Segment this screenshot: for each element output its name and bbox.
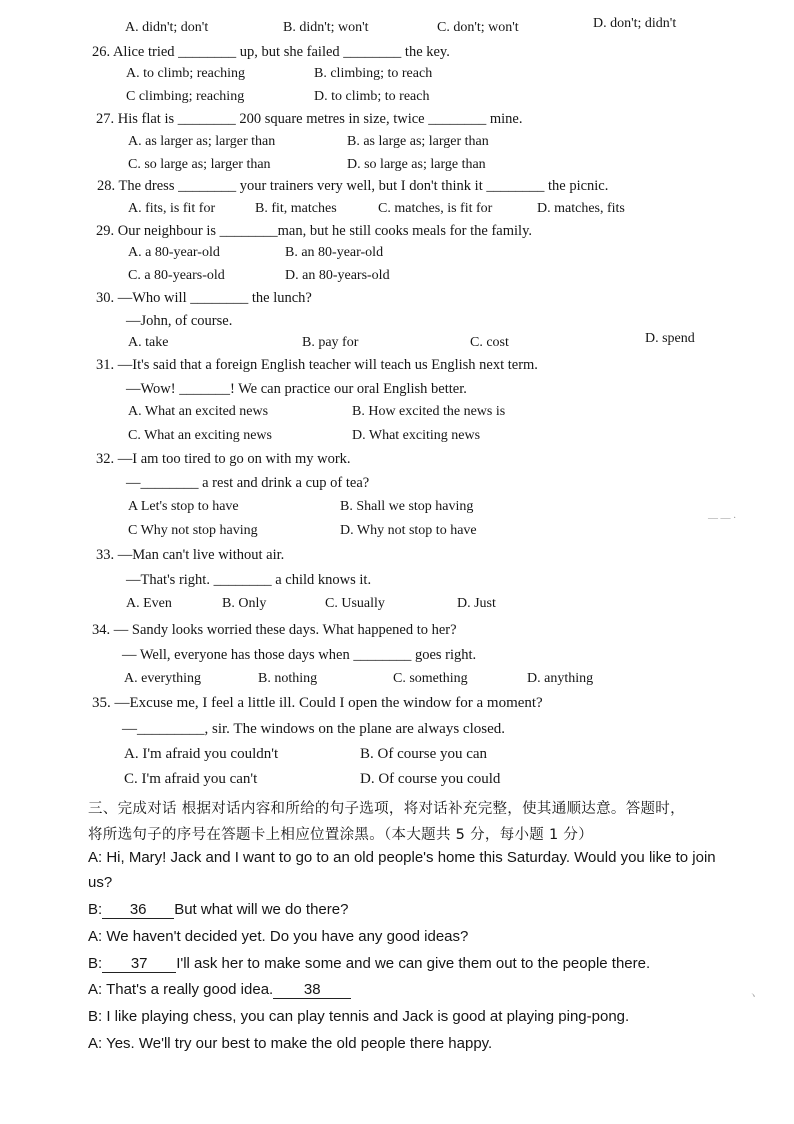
q35-option-c: C. I'm afraid you can't (124, 771, 258, 787)
q31-option-b: B. How excited the news is (352, 404, 506, 419)
q34-stem: 34. — Sandy looks worried these days. What happened to her? (92, 622, 457, 638)
q30-option-d: D. spend (645, 331, 695, 346)
q35-option-a: A. I'm afraid you couldn't (124, 746, 279, 762)
q25-option-d: D. don't; didn't (593, 16, 677, 31)
q26-option-a: A. to climb; reaching (126, 66, 245, 81)
scan-mark: ヽ (748, 991, 758, 1002)
q33-option-b: B. Only (222, 596, 267, 611)
dialog-line-3: A: We haven't decided yet. Do you have any good ideas? (88, 928, 469, 945)
dialog-line-2 (88, 901, 348, 919)
q25-option-a: A. didn't; don't (125, 20, 209, 35)
q30-stem: 30. —Who will ________ the lunch? (96, 290, 312, 306)
q31-option-a: A. What an excited news (128, 404, 269, 419)
q27-option-c: C. so large as; larger than (128, 157, 271, 172)
q29-option-d: D. an 80-years-old (285, 268, 390, 283)
q30-reply: —John, of course. (126, 313, 233, 329)
q27-stem: 27. His flat is ________ 200 square metres in size, twice ________ mine. (96, 111, 523, 127)
q31-option-d: D. What exciting news (352, 428, 481, 443)
q34-option-d: D. anything (527, 671, 594, 686)
section3-instructions-line2: 将所选句子的序号在答题卡上相应位置涂黑。（本大题共 5 分，每小题 1 分） (88, 827, 594, 843)
q29-option-a: A. a 80-year-old (128, 245, 220, 260)
q33-stem: 33. —Man can't live without air. (96, 547, 285, 563)
q35-reply: —_________, sir. The windows on the plane are always closed. (122, 721, 505, 737)
dialog-line-4 (88, 955, 650, 973)
q29-stem: 29. Our neighbour is ________man, but he still cooks meals for the family. (96, 223, 533, 239)
blank-38[interactable]: 38 (273, 981, 351, 999)
q28-option-a: A. fits, is fit for (128, 201, 216, 216)
q34-option-c: C. something (393, 671, 468, 686)
q28-option-b: B. fit, matches (255, 201, 337, 216)
dialog-line-7: A: Yes. We'll try our best to make the old people there happy. (88, 1035, 493, 1052)
dialog-speaker-b: B: (88, 955, 103, 972)
section3-instructions-line1: 三、完成对话 根据对话内容和所给的句子选项，将对话补充完整，使其通顺达意。答题时， (88, 801, 685, 817)
q26-stem: 26. Alice tried ________ up, but she failed ________ the key. (92, 44, 450, 60)
q27-option-b: B. as large as; larger than (347, 134, 489, 149)
q32-option-c: C Why not stop having (128, 523, 258, 538)
q29-option-b: B. an 80-year-old (285, 245, 384, 260)
dialog-line-5 (88, 981, 351, 999)
dialog-line-1b: us? (88, 874, 113, 891)
q33-option-d: D. Just (457, 596, 496, 611)
q30-option-a: A. take (128, 335, 169, 350)
dialog-line-5-text: A: That's a really good idea. (88, 981, 274, 998)
blank-36[interactable]: 36 (102, 901, 174, 919)
q33-option-a: A. Even (126, 596, 172, 611)
q32-option-d: D. Why not stop to have (340, 523, 477, 538)
dialog-line-2-text: But what will we do there? (174, 901, 349, 918)
q27-option-d: D. so large as; large than (347, 157, 486, 172)
q28-option-c: C. matches, is fit for (378, 201, 493, 216)
q31-stem: 31. —It's said that a foreign English teacher will teach us English next term. (96, 357, 538, 373)
q35-option-d: D. Of course you could (360, 771, 501, 787)
q26-option-b: B. climbing; to reach (314, 66, 433, 81)
q32-stem: 32. —I am too tired to go on with my work. (96, 451, 351, 467)
scan-mark: — — · (708, 513, 737, 524)
q25-option-b: B. didn't; won't (283, 20, 369, 35)
q35-stem: 35. —Excuse me, I feel a little ill. Could I open the window for a moment? (92, 695, 543, 711)
q33-option-c: C. Usually (325, 596, 385, 611)
q35-option-b: B. Of course you can (360, 746, 488, 762)
q34-reply: — Well, everyone has those days when ________ goes right. (122, 647, 477, 663)
dialog-line-4-text: I'll ask her to make some and we can give them out to the people there. (176, 955, 651, 972)
q31-option-c: C. What an exciting news (128, 428, 272, 443)
q32-option-b: B. Shall we stop having (340, 499, 474, 514)
q34-option-a: A. everything (124, 671, 201, 686)
q31-reply: —Wow! _______! We can practice our oral English better. (126, 381, 467, 397)
q30-option-c: C. cost (470, 335, 509, 350)
q30-option-b: B. pay for (302, 335, 359, 350)
q32-reply: —________ a rest and drink a cup of tea? (126, 475, 370, 491)
q34-option-b: B. nothing (258, 671, 318, 686)
q26-option-d: D. to climb; to reach (314, 89, 430, 104)
dialog-speaker-b: B: (88, 901, 103, 918)
q33-reply: —That's right. ________ a child knows it. (126, 572, 372, 588)
q27-option-a: A. as larger as; larger than (128, 134, 276, 149)
q25-option-c: C. don't; won't (437, 20, 519, 35)
dialog-line-6: B: I like playing chess, you can play tennis and Jack is good at playing ping-pong. (88, 1008, 630, 1025)
q32-option-a: A Let's stop to have (128, 499, 239, 514)
dialog-line-1: A: Hi, Mary! Jack and I want to go to an old people's home this Saturday. Would you like to join (88, 849, 716, 866)
q26-option-c: C climbing; reaching (126, 89, 245, 104)
blank-37[interactable]: 37 (102, 955, 176, 973)
q29-option-c: C. a 80-years-old (128, 268, 225, 283)
q28-option-d: D. matches, fits (537, 201, 625, 216)
q28-stem: 28. The dress ________ your trainers very well, but I don't think it ________ the picnic. (97, 178, 609, 194)
